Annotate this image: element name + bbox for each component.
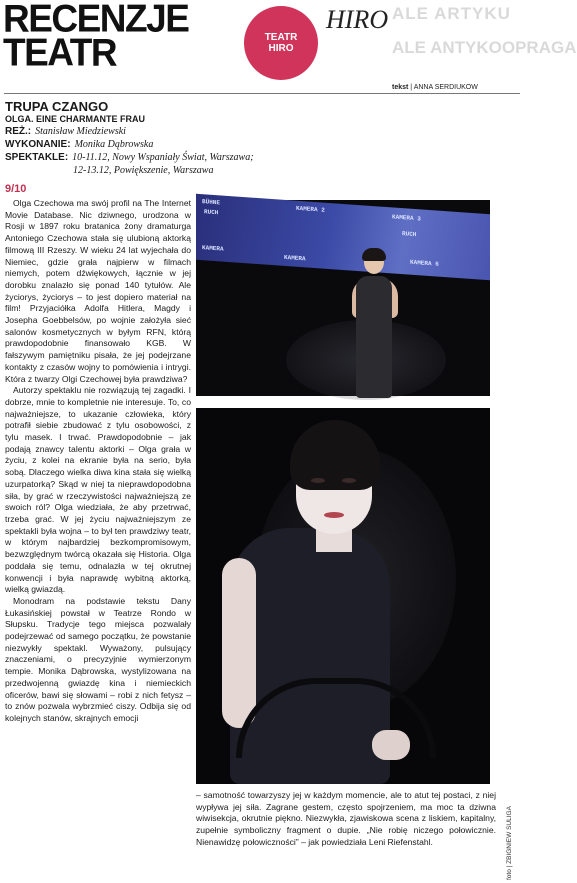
article-column-2: [196, 790, 496, 849]
actress-figure: [346, 248, 406, 398]
script-title: HIRO: [326, 5, 389, 34]
screen-label: KAMERA: [202, 244, 224, 253]
badge-line-2: HIRO: [268, 43, 294, 54]
paragraph: – samotność towarzyszy jej w każdym momencie, ale to atut tej postaci, z niej wypływa jej siła. Zagrane gestem, często spojrzeniem, ma moc ta dziwna wiwisekcja, okrutnie piękno. Niezwykła, zjawiskowa scena z liskiem, kapitalny, zupełnie symboliczny fragment o dupie. „Nie robię niczego połowicznie. Nienawidzę połowiczności” – jak powiedziała Leni Riefenstahl.: [196, 790, 496, 847]
portrait-eye: [342, 478, 356, 483]
actress-hair: [362, 248, 386, 261]
show-through-text: [392, 4, 577, 74]
portrait-arm: [222, 558, 256, 728]
byline-author: ANNA SERDIUKOW: [413, 84, 478, 91]
cast-value: Monika Dąbrowska: [74, 139, 154, 150]
paragraph: Monodram na podstawie tekstu Dany Łukasińskiej powstał w Teatrze Rondo w Słupsku. Tradycje tego miejsca pozwalały podejrzewać od samego początku, że powstanie niezwykły spektakl. Wyważony, pulsujący znaczeniami, o precyzyjnie wymierzonym tempie. Monika Dąbrowska, wystylizowana na przedwojenną gwiazdę kina i niemieckich oficerów, bawi się słowami – robi z nich fetysz – to znów pozwala wybrzmieć ciszy. Odbija się od kolejnych stanów, skrajnych emocji: [5, 595, 191, 723]
divider-line: [4, 93, 520, 94]
byline-label: tekst: [392, 84, 409, 91]
paragraph: Olga Czechowa ma swój profil na The Internet Movie Database. Nic dziwnego, urodzona w Rosji w 1897 roku bratanica żony dramaturga Antoniego Czechowa stała się ulubioną aktorką filmową III Rzeszy. W wieku 24 lat wyjechała do Niemiec, gdzie grała najpierw w filmach niemych, potem dźwiękowych, łącznie w jej dorobku znalazło się ponad 140 tytułów. Ale życiorys, życiorys – to jest dopiero materiał na film! Przyjaciółka Adolfa Hitlera, Magdy i Josepha Goebbelsów, po wojnie założyła sieć salonów kosmetycznych w byłym RFN, którą prawdopodobnie finansowało KGB. W fałszywym pamiętniku pisała, że jej podejrzane kontakty z czasów wojny to pomówienia i intrygi. Która z twarzy Olgi Czechowej była prawdziwa?: [5, 198, 191, 384]
screen-label: RUCH: [402, 230, 417, 239]
section-badge: [244, 6, 318, 80]
shows-value-1: 10-11.12, Nowy Wspaniały Świat, Warszawa;: [72, 152, 254, 163]
screen-label: KAMERA 6: [410, 258, 439, 268]
shows-value-2: 12-13.12, Powiększenie, Warszawa: [73, 165, 214, 176]
byline: [392, 84, 478, 91]
director-value: Stanisław Miedziewski: [35, 126, 126, 137]
screen-label: KAMERA 2: [296, 204, 325, 214]
screen-label: KAMERA 3: [392, 213, 421, 223]
show-through-line-2: ALE ANTYKOOPRAGA: [392, 38, 577, 57]
photo-credit-text: foto | ZBIGNIEW SULIGA: [506, 806, 513, 880]
paragraph: Autorzy spektaklu nie rozwiązują tej zagadki. I dobrze, mnie to kompletnie nie interesuje. To, co najważniejsze, to ukazanie człowieka, który potrafił siebie zbudować z tylu osobowości, z tylu masek. I trwać. Prawdopodobnie – jak podają znawcy talentu aktorki – Olga grała w życiu, z kolei na ekranie była na serio, była sobą. Dlaczego wielka diwa kina stała się wielką uzurpatorką? Skąd w niej ta nieprawdopodobna siła, by grać w rzeczywistości najważniejszą ze swoich ról? Olga wiedziała, że aby przetrwać, trzeba grać. W jej życiu najważniejszym ze spektakli była wojna – to był ten prawdziwy teatr, w którym najbardziej bezkompromisowym, bezwzględnym twórcą okazała się Historia. Olga poddała się temu, odnalazła w tej okrutnej konwencji i była naprawdę wybitną aktorką, wielką gwiazdą.: [5, 385, 191, 595]
portrait-eye: [311, 478, 325, 483]
portrait-lips: [324, 512, 344, 518]
stage-photo: [196, 200, 490, 396]
portrait-photo: [196, 408, 490, 784]
show-subtitle: OLGA. EINE CHARMANTE FRAU: [5, 114, 145, 124]
article-column-1: [5, 198, 191, 725]
badge-line-1: TEATR: [264, 32, 298, 43]
portrait-hair: [290, 420, 380, 490]
show-through-line-1: ALE ARTYKU: [392, 4, 511, 23]
masthead: [3, 0, 189, 74]
actress-dress: [356, 276, 392, 398]
screen-label: KAMERA: [284, 253, 306, 263]
byline-separator: |: [410, 84, 413, 91]
portrait-hand: [372, 730, 410, 760]
rating: 9/10: [5, 183, 27, 195]
masthead-line-2: TEATR: [3, 30, 117, 74]
cast-label: WYKONANIE:: [5, 139, 71, 150]
shows-row: [5, 151, 375, 164]
masthead-line-1: RECENZJE: [3, 0, 189, 41]
screen-label: RUCH: [204, 208, 219, 217]
shows-label: SPEKTAKLE:: [5, 152, 69, 163]
screen-label: BÜHNE: [202, 198, 221, 207]
photo-credit: [506, 800, 520, 880]
header: [0, 0, 577, 92]
director-row: [5, 125, 375, 138]
show-title: TRUPA CZANGO: [5, 99, 109, 114]
show-info: [5, 100, 375, 177]
director-label: REŻ.:: [5, 126, 32, 137]
shows-row-2: [5, 164, 375, 177]
projection-screen: [196, 194, 490, 281]
cast-row: [5, 138, 375, 151]
